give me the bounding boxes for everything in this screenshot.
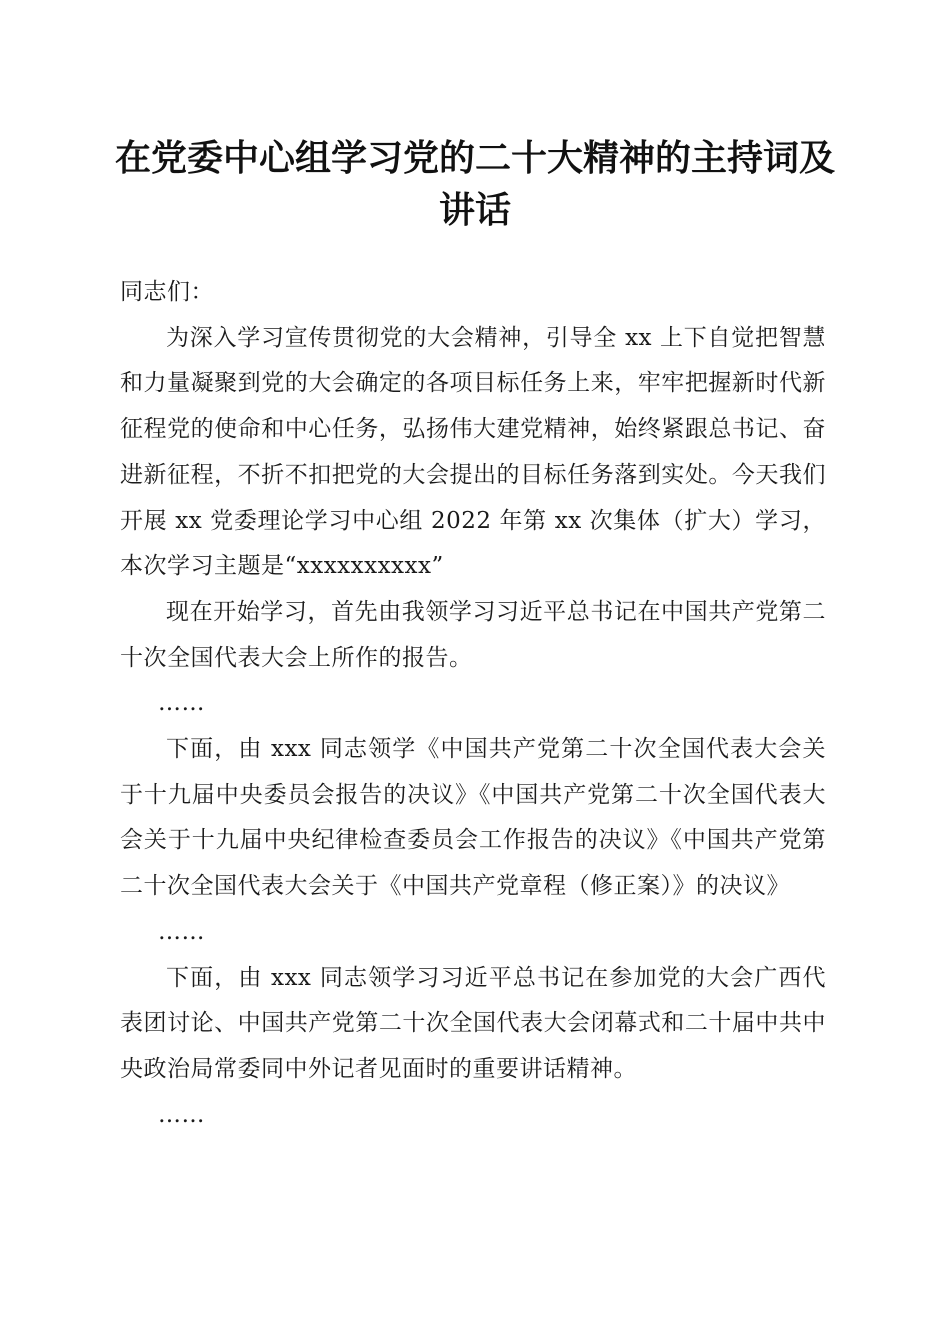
paragraph-start-study: 现在开始学习，首先由我领学习习近平总书记在中国共产党第二十次全国代表大会上所作的报告。: [120, 598, 826, 671]
document-title: 在党委中心组学习党的二十大精神的主持词及讲话: [114, 137, 835, 231]
salutation: 同志们：: [120, 279, 214, 305]
ellipsis-1: ……: [158, 690, 205, 717]
ellipsis-2: ……: [158, 918, 205, 945]
paragraph-intro: 为深入学习宣传贯彻党的大会精神，引导全 xx 上下自觉把智慧和力量凝聚到党的大会确定的各项目标任务上来，牢牢把握新时代新征程党的使命和中心任务，弘扬伟大建党精神，始终紧跟总书记、奋进新征程，不折不扣把党的大会提出的目标任务落到实处。今天我们开展 xx 党委理论学习中心组 2022 年第 xx 次集体（扩大）学习，本次学习主题是“xxxxxxxxxx”: [120, 324, 826, 580]
paragraph-resolutions: 下面，由 xxx 同志领学《中国共产党第二十次全国代表大会关于十九届中央委员会报告的决议》《中国共产党第二十次全国代表大会关于十九届中央纪律检查委员会工作报告的决议》《中国共产党第二十次全国代表大会关于《中国共产党章程（修正案）》的决议》: [120, 736, 826, 900]
ellipsis-3: ……: [158, 1101, 205, 1128]
paragraph-speech: 下面，由 xxx 同志领学习习近平总书记在参加党的大会广西代表团讨论、中国共产党第二十次全国代表大会闭幕式和二十届中共中央政治局常委同中外记者见面时的重要讲话精神。: [120, 964, 826, 1082]
document-body: [120, 270, 826, 1138]
